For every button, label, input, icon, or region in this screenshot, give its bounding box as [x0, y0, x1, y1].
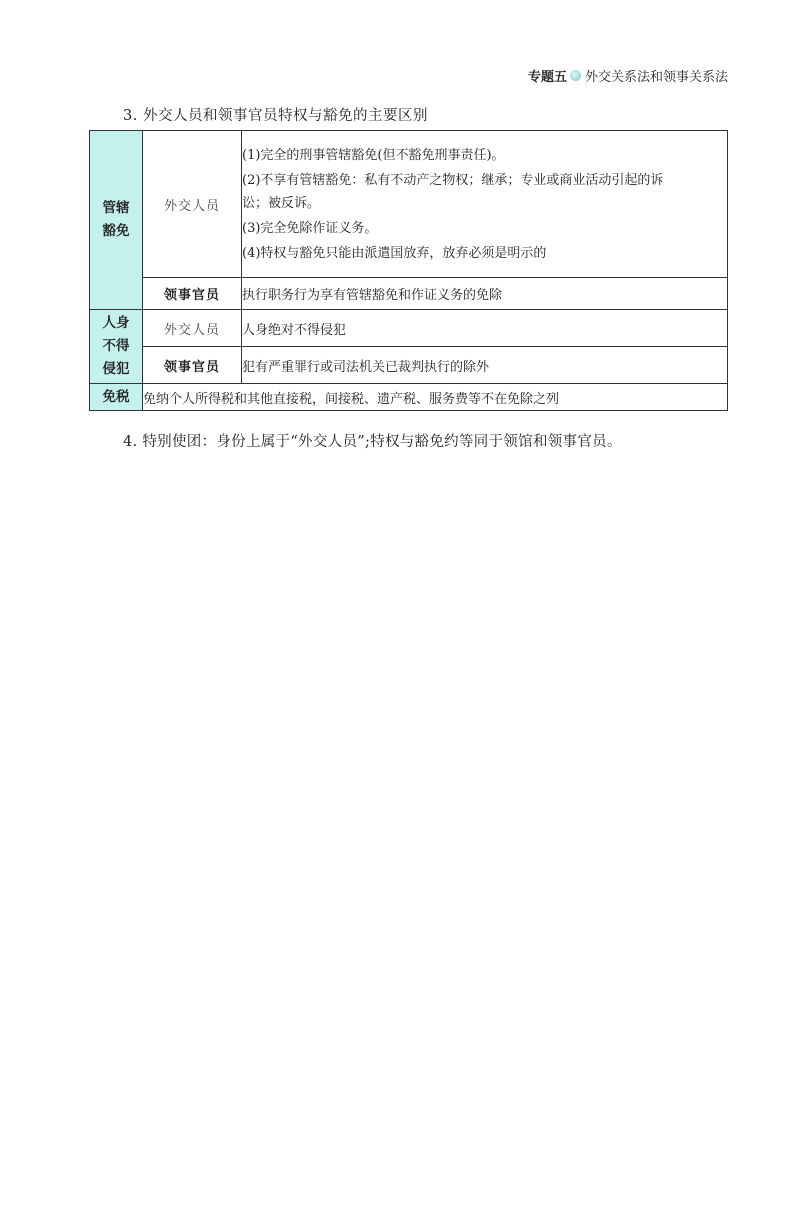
list-item: (3)完全免除作证义务。: [242, 220, 378, 236]
category-line: 人身: [102, 315, 130, 331]
category-line: 侵犯: [102, 361, 130, 377]
privileges-table: [89, 130, 728, 411]
jurisdiction-diplomat-content: [242, 131, 728, 278]
table-row: [90, 278, 728, 310]
tax-content: 免纳个人所得税和其他直接税，间接税、遗产税、服务费等不在免除之列: [143, 384, 728, 411]
role-cell: 外交人员: [143, 310, 242, 347]
table-row: [90, 384, 728, 411]
circle-bullet-icon: [570, 70, 581, 81]
inviolability-diplomat-content: 人身绝对不得侵犯: [242, 310, 728, 347]
table-row: [90, 131, 728, 278]
table-row: [90, 347, 728, 384]
role-cell: 外交人员: [143, 131, 242, 278]
category-tax: 免税: [90, 384, 143, 411]
jurisdiction-consul-content: 执行职务行为享有管辖豁免和作证义务的免除: [242, 278, 728, 310]
list-item: (1)完全的刑事管辖豁免(但不豁免刑事责任)。: [242, 147, 505, 163]
role-cell: 领事官员: [143, 278, 242, 310]
list-item: (2)不享有管辖豁免：私有不动产之物权；继承；专业或商业活动引起的诉: [242, 172, 664, 188]
running-header: [528, 66, 728, 85]
role-cell: 领事官员: [143, 347, 242, 384]
category-line: 不得: [102, 338, 130, 354]
table-row: [90, 310, 728, 347]
category-line: 豁免: [102, 223, 130, 239]
list-item: (4)特权与豁免只能由派遣国放弃，放弃必须是明示的: [242, 245, 547, 261]
category-inviolability: [90, 310, 143, 384]
header-title: 外交关系法和领事关系法: [584, 70, 728, 85]
header-topic: 专题五: [527, 70, 567, 85]
list-item: 讼；被反诉。: [242, 195, 321, 211]
category-line: 管辖: [102, 200, 130, 216]
category-jurisdiction: [90, 131, 143, 310]
special-mission-note: 4. 特别使团：身份上属于“外交人员”;特权与豁免约等同于领馆和领事官员。: [123, 434, 622, 450]
section-heading: 3. 外交人员和领事官员特权与豁免的主要区别: [123, 108, 428, 124]
inviolability-consul-content: 犯有严重罪行或司法机关已裁判执行的除外: [242, 347, 728, 384]
